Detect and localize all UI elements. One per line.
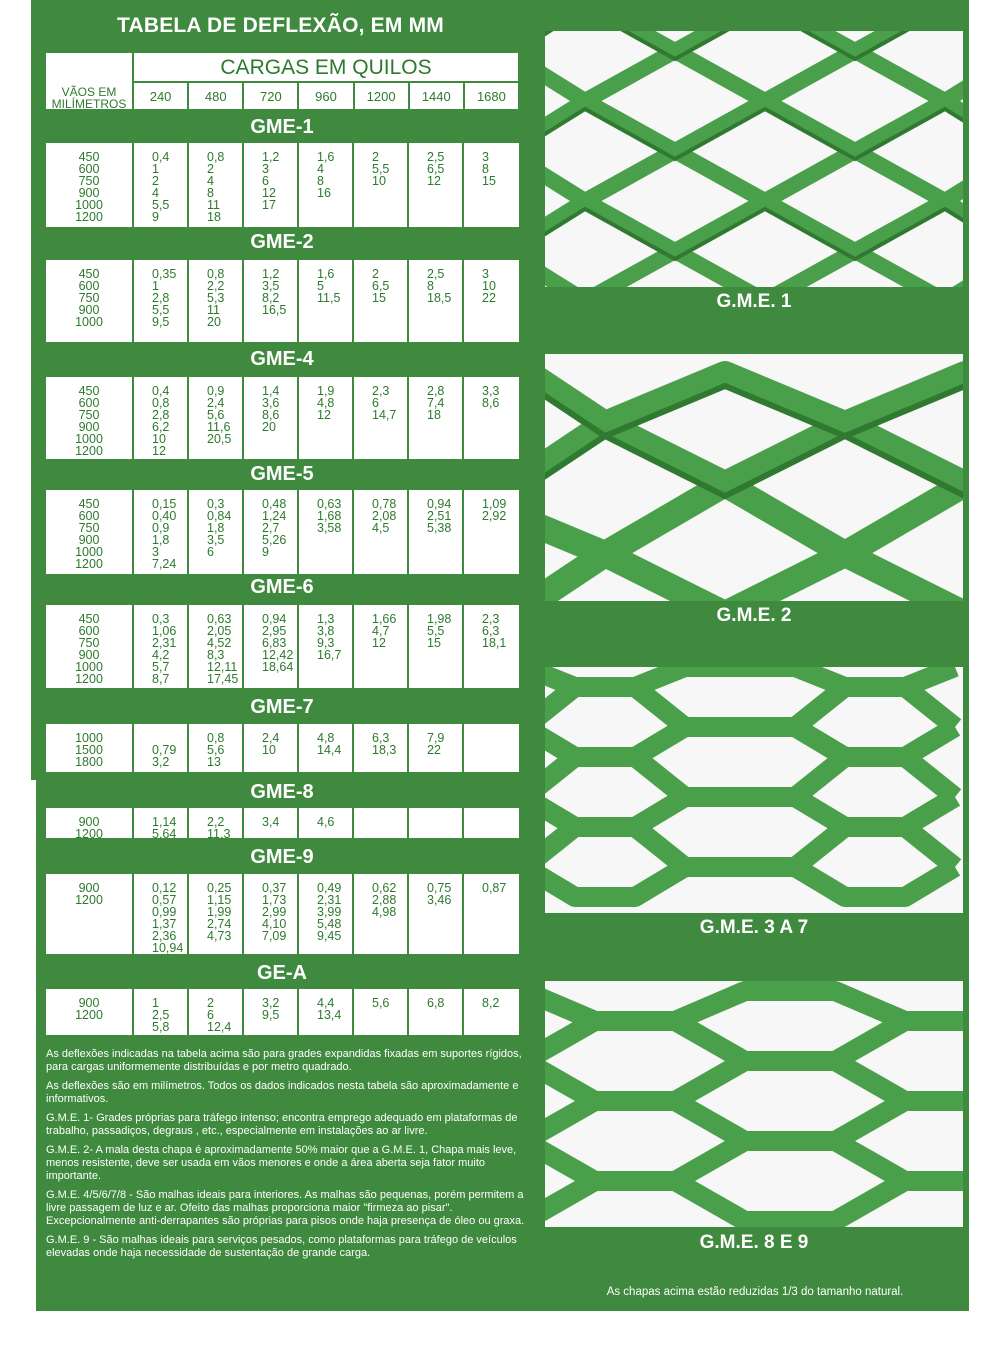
deflection-table: [44, 722, 521, 774]
deflection-table: [44, 488, 521, 576]
deflection-column: 0,3 1,06 2,31 4,2 5,7 8,7: [134, 605, 189, 688]
deflection-column: 0,75 3,46: [409, 874, 464, 954]
mesh-gme2-image: [545, 354, 963, 601]
deflection-column: 0,8 2 4 8 11 18: [189, 143, 244, 227]
deflection-column: 2,3 6,3 18,1: [482, 612, 507, 650]
note-paragraph: G.M.E. 4/5/6/7/8 - São malhas ideais para interiores. As malhas são pequenas, porém permitem a livre passagem de luz e ar. Ofeito das malhas proporciona maior "firmeza ao pisar". Excepcionalmente anti-derrapantes são próprias para pisos onde haja presença de óleo ou graxa.: [46, 1189, 525, 1227]
mesh-gme3-7-image: [545, 667, 963, 913]
mesh-type-label: GME-4: [250, 348, 314, 370]
deflection-column: 2 6,5 15: [354, 260, 409, 342]
deflection-column: [354, 808, 409, 838]
deflection-column: 1,14 5,64: [134, 808, 189, 838]
table-header: [44, 51, 520, 111]
table-title: TABELA DE DEFLEXÃO, EM MM: [117, 14, 444, 37]
note-paragraph: G.M.E. 9 - São malhas ideais para serviços pesados, como plataformas para tráfego de veículos elevadas onde haja necessidade de sustentação de grande carga.: [46, 1234, 517, 1259]
mesh-photo-gme8-9: [545, 981, 963, 1227]
mesh-gme8-9-image: [545, 981, 963, 1227]
mesh-type-label: GME-1: [250, 116, 314, 138]
deflection-column: 2 6 12,4: [189, 989, 244, 1035]
load-value: 720: [244, 83, 299, 111]
load-value: 960: [299, 83, 354, 111]
deflection-column: 2,3 6 14,7: [354, 377, 409, 459]
deflection-column: 5,6: [354, 989, 409, 1035]
deflection-column: 0,4 1 2 4 5,5 9: [134, 143, 189, 227]
photo-caption: G.M.E. 8 E 9: [699, 1232, 809, 1253]
mesh-gme1-image: [545, 31, 963, 287]
deflection-column: 0,8 5,6 13: [189, 724, 244, 772]
deflection-column: 1,6 5 11,5: [299, 260, 354, 342]
deflection-column: 1,9 4,8 12: [299, 377, 354, 459]
deflection-column: 0,37 1,73 2,99 4,10 7,09: [244, 874, 299, 954]
load-value: 240: [134, 83, 189, 111]
notes-block: [46, 1048, 538, 1266]
deflection-table: [44, 141, 521, 229]
deflection-column: 1 2,5 5,8: [134, 989, 189, 1035]
spans-column: 450 600 750 900 1000 1200: [46, 605, 134, 688]
mesh-type-label: GME-2: [250, 231, 314, 253]
deflection-column: 2,2 11,3: [189, 808, 244, 838]
mesh-type-label: GME-8: [250, 781, 314, 803]
deflection-column: 1,09 2,92: [482, 497, 507, 523]
deflection-table: [44, 806, 521, 840]
deflection-column: 1,3 3,8 9,3 16,7: [299, 605, 354, 688]
deflection-column: 0,49 2,31 3,99 5,48 9,45: [299, 874, 354, 954]
mesh-photo-gme2: [545, 354, 963, 601]
spans-column: 900 1200: [46, 989, 134, 1035]
deflection-column: 1,98 5,5 15: [409, 605, 464, 688]
deflection-table: [44, 258, 521, 344]
deflection-column: 1,6 4 8 16: [299, 143, 354, 227]
deflection-table: [44, 603, 521, 690]
deflection-column: 0,94 2,95 6,83 12,42 18,64: [244, 605, 299, 688]
deflection-column: 3 10 22: [482, 267, 496, 305]
deflection-column: 0,4 0,8 2,8 6,2 10 12: [134, 377, 189, 459]
deflection-column: 0,15 0,40 0,9 1,8 3 7,24: [134, 490, 189, 574]
deflection-column: 0,9 2,4 5,6 11,6 20,5: [189, 377, 244, 459]
deflection-column: 1,66 4,7 12: [354, 605, 409, 688]
mesh-type-label: GME-6: [250, 576, 314, 598]
loads-row: [134, 83, 518, 111]
deflection-column: 0,78 2,08 4,5: [354, 490, 409, 574]
note-paragraph: G.M.E. 2- A mala desta chapa é aproximadamente 50% maior que a G.M.E. 1, Chapa mais leve, menos resistente, deve ser usada em vãos menores e onde a área aberta seja fator muito importante.: [46, 1144, 517, 1182]
deflection-column: 1,2 3,5 8,2 16,5: [244, 260, 299, 342]
deflection-column: 2,5 8 18,5: [409, 260, 464, 342]
deflection-column: [464, 724, 519, 772]
deflection-column: [464, 808, 519, 838]
deflection-column: 7,9 22: [409, 724, 464, 772]
deflection-column: 0,25 1,15 1,99 2,74 4,73: [189, 874, 244, 954]
deflection-column: 3,3 8,6: [482, 384, 500, 410]
deflection-column: 0,8 2,2 5,3 11 20: [189, 260, 244, 342]
deflection-column: 0,94 2,51 5,38: [409, 490, 464, 574]
spans-column: 900 1200: [46, 808, 134, 838]
deflection-column: 0,79 3,2: [134, 724, 189, 772]
spans-column: 450 600 750 900 1000 1200: [46, 377, 134, 459]
deflection-column: 0,63 1,68 3,58: [299, 490, 354, 574]
deflection-column: 1,2 3 6 12 17: [244, 143, 299, 227]
mesh-type-label: GME-7: [250, 696, 314, 718]
photo-caption: G.M.E. 1: [716, 291, 792, 312]
deflection-column: 4,8 14,4: [299, 724, 354, 772]
deflection-column: 2,4 10: [244, 724, 299, 772]
load-value: 1440: [410, 83, 465, 111]
load-value: 1200: [355, 83, 410, 111]
mesh-photo-gme3-7: [545, 667, 963, 913]
mesh-type-label: GE-A: [257, 962, 307, 984]
deflection-column: 3 8 15: [482, 150, 496, 188]
spans-column: 450 600 750 900 1000 1200: [46, 143, 134, 227]
mesh-photo-gme1: [545, 31, 963, 287]
loads-label: CARGAS EM QUILOS: [134, 53, 518, 83]
deflection-table: [44, 872, 521, 956]
spans-column: 900 1200: [46, 874, 134, 954]
load-value: 480: [189, 83, 244, 111]
deflection-column: 0,62 2,88 4,98: [354, 874, 409, 954]
deflection-column: 0,48 1,24 2,7 5,26 9: [244, 490, 299, 574]
deflection-column: 4,4 13,4: [299, 989, 354, 1035]
deflection-column: 2,5 6,5 12: [409, 143, 464, 227]
deflection-column: 6,8: [409, 989, 464, 1035]
mesh-type-label: GME-5: [250, 463, 314, 485]
deflection-column: 0,35 1 2,8 5,5 9,5: [134, 260, 189, 342]
spans-column: 450 600 750 900 1000 1200: [46, 490, 134, 574]
deflection-column: 0,3 0,84 1,8 3,5 6: [189, 490, 244, 574]
deflection-table: [44, 987, 521, 1037]
deflection-column: 8,2: [482, 996, 500, 1010]
deflection-column: 0,87: [482, 881, 507, 895]
photo-caption: G.M.E. 3 A 7: [699, 917, 809, 938]
load-value: 1680: [476, 89, 506, 104]
spans-label: VÃOS EM MILÍMETROS: [46, 53, 134, 111]
deflection-column: 6,3 18,3: [354, 724, 409, 772]
note-paragraph: As deflexões indicadas na tabela acima são para grades expandidas fixadas em suportes rígidos, para cargas uniformemente distribuídas e por metro quadrado.: [46, 1048, 522, 1073]
deflection-column: 2,8 7,4 18: [409, 377, 464, 459]
mesh-type-label: GME-9: [250, 846, 314, 868]
note-paragraph: As deflexões são em milímetros. Todos os dados indicados nesta tabela são aproximadamente e informativos.: [46, 1080, 519, 1105]
note-paragraph: G.M.E. 1- Grades próprias para tráfego intenso; encontra emprego adequado em plataformas de trabalho, passadiços, degraus , etc., especialmente em instalações ao ar livre.: [46, 1112, 518, 1137]
deflection-column: 0,12 0,57 0,99 1,37 2,36 10,94: [134, 874, 189, 954]
deflection-column: 0,63 2,05 4,52 8,3 12,11 17,45: [189, 605, 244, 688]
deflection-column: 1,4 3,6 8,6 20: [244, 377, 299, 459]
spans-column: 450 600 750 900 1000: [46, 260, 134, 342]
deflection-table: [44, 375, 521, 461]
spans-column: 1000 1500 1800: [46, 724, 134, 772]
scale-footnote: As chapas acima estão reduzidas 1/3 do tamanho natural.: [606, 1286, 904, 1298]
deflection-column: [409, 808, 464, 838]
deflection-column: 3,2 9,5: [244, 989, 299, 1035]
deflection-column: 3,4: [244, 808, 299, 838]
deflection-column: 2 5,5 10: [354, 143, 409, 227]
deflection-column: 4,6: [299, 808, 354, 838]
photo-caption: G.M.E. 2: [716, 605, 792, 626]
